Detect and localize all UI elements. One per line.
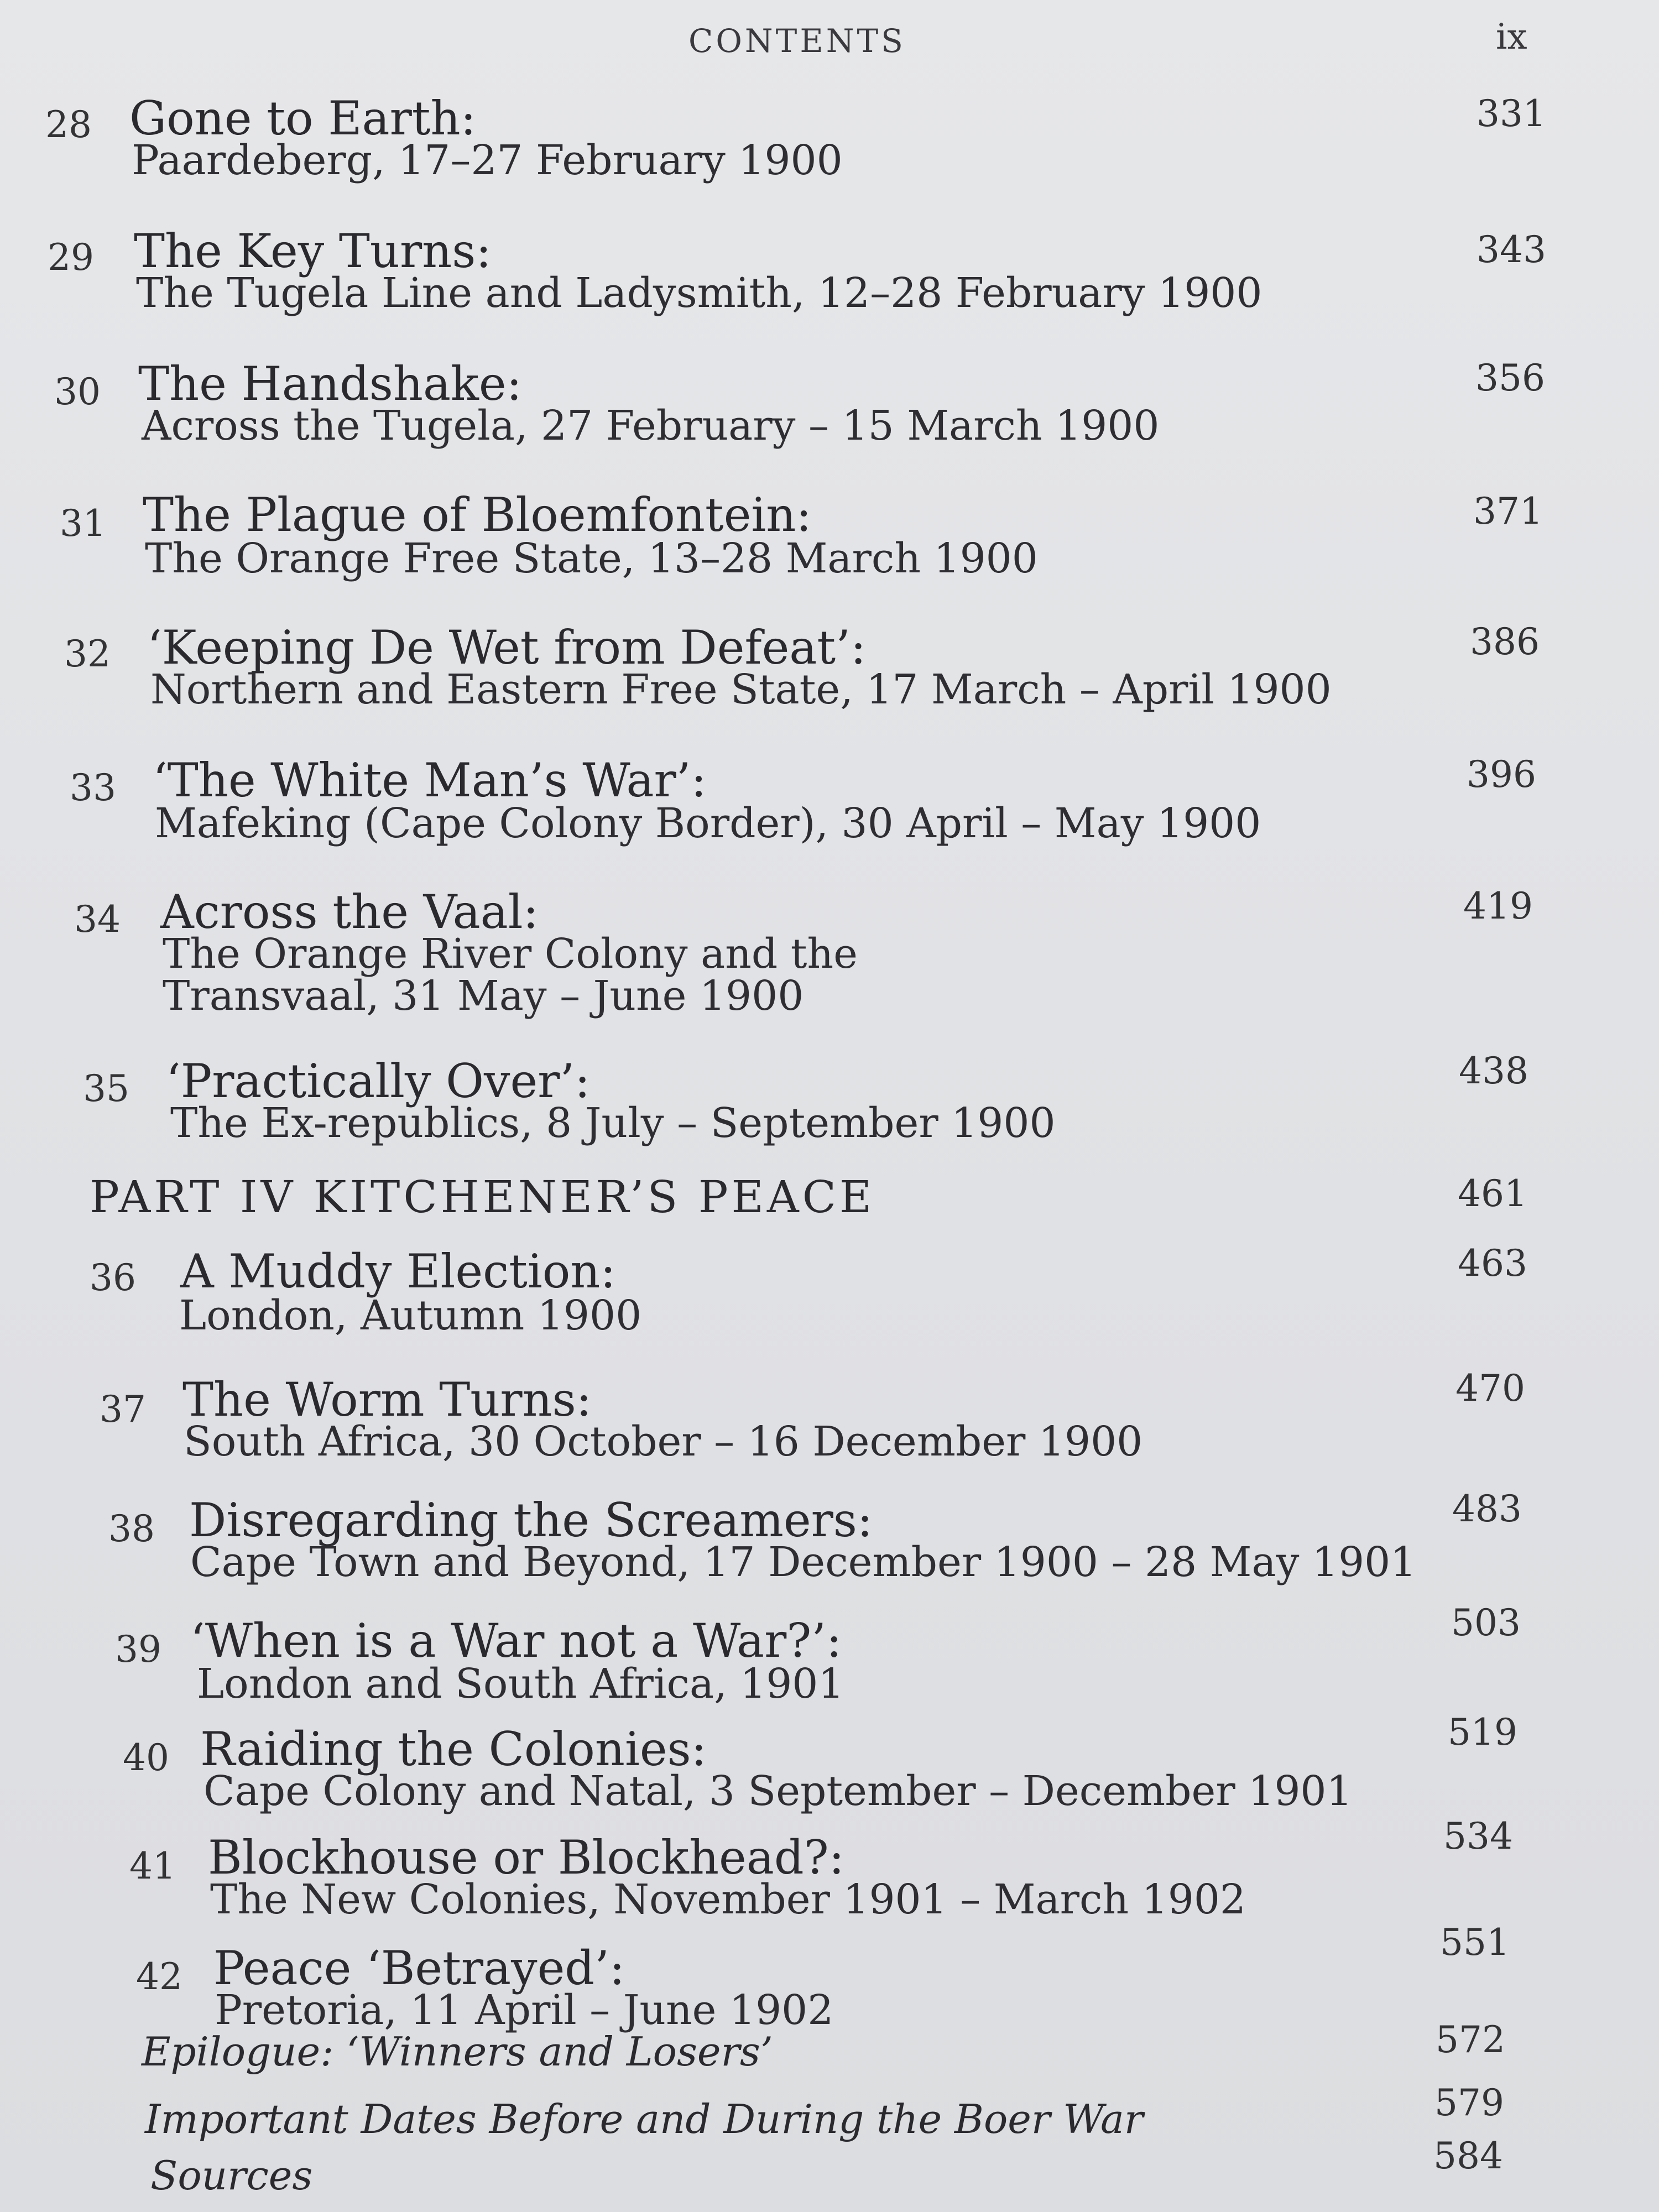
chapter-page: 483 xyxy=(1452,1488,1522,1530)
toc-epilogue: Epilogue: ‘Winners and Losers’ xyxy=(142,2028,773,2075)
chapter-title: The Handshake: xyxy=(138,357,522,411)
chapter-subtitle: Mafeking (Cape Colony Border), 30 April – May 1900 xyxy=(155,800,1261,847)
chapter-page: 463 xyxy=(1458,1242,1527,1285)
chapter-subtitle: The Ex-republics, 8 July – September 1900 xyxy=(170,1099,1056,1147)
chapter-subtitle: Northern and Eastern Free State, 17 March – April 1900 xyxy=(150,666,1332,713)
chapter-title: Raiding the Colonies: xyxy=(200,1722,707,1776)
chapter-page: 503 xyxy=(1451,1601,1521,1644)
chapter-subtitle: Cape Town and Beyond, 17 December 1900 – 28 May 1901 xyxy=(190,1538,1417,1586)
chapter-title: The Worm Turns: xyxy=(182,1373,592,1427)
chapter-number: 36 xyxy=(90,1256,136,1299)
toc-important-dates: Important Dates Before and During the Boer War xyxy=(145,2096,1144,2142)
chapter-number: 41 xyxy=(129,1845,176,1887)
chapter-number: 42 xyxy=(136,1955,182,1998)
chapter-number: 33 xyxy=(70,766,116,809)
chapter-subtitle: The Tugela Line and Ladysmith, 12–28 February 1900 xyxy=(136,269,1262,317)
chapter-number: 38 xyxy=(108,1507,155,1550)
toc-important-dates-page: 579 xyxy=(1434,2081,1504,2124)
chapter-page: 419 xyxy=(1463,885,1533,927)
chapter-title: Disregarding the Screamers: xyxy=(189,1493,873,1547)
chapter-subtitle: Pretoria, 11 April – June 1902 xyxy=(215,1986,834,2034)
chapter-number: 40 xyxy=(123,1736,169,1779)
chapter-title: Across the Vaal: xyxy=(160,885,539,939)
chapter-page: 356 xyxy=(1475,357,1545,399)
chapter-subtitle: South Africa, 30 October – 16 December 1900 xyxy=(184,1418,1143,1465)
chapter-page: 551 xyxy=(1440,1921,1510,1964)
chapter-page: 396 xyxy=(1467,753,1536,796)
chapter-title: ‘When is a War not a War?’: xyxy=(190,1614,842,1668)
chapter-subtitle: The Orange Free State, 13–28 March 1900 xyxy=(145,535,1038,582)
chapter-title: Gone to Earth: xyxy=(129,91,476,145)
chapter-subtitle: Across the Tugela, 27 February – 15 March 1900 xyxy=(142,402,1160,450)
chapter-number: 30 xyxy=(54,371,101,413)
part-page: 461 xyxy=(1458,1172,1527,1215)
chapter-subtitle-line-2: Transvaal, 31 May – June 1900 xyxy=(163,972,804,1020)
chapter-number: 29 xyxy=(48,236,94,279)
chapter-page: 534 xyxy=(1443,1815,1513,1858)
chapter-title: ‘Keeping De Wet from Defeat’: xyxy=(147,620,867,675)
chapter-title: ‘The White Man’s War’: xyxy=(153,753,707,807)
chapter-number: 28 xyxy=(45,103,92,146)
chapter-page: 343 xyxy=(1477,228,1546,271)
part-heading: PART IV KITCHENER’S PEACE xyxy=(90,1171,875,1223)
toc-sources: Sources xyxy=(150,2152,313,2199)
chapter-title: Blockhouse or Blockhead?: xyxy=(208,1830,844,1885)
chapter-title: The Key Turns: xyxy=(134,224,492,278)
chapter-number: 34 xyxy=(74,898,121,941)
chapter-page: 386 xyxy=(1470,620,1540,663)
chapter-subtitle: London and South Africa, 1901 xyxy=(197,1660,844,1708)
page-number: ix xyxy=(1496,17,1527,58)
chapter-subtitle: Cape Colony and Natal, 3 September – December 1901 xyxy=(204,1767,1353,1815)
chapter-title: The Plague of Bloemfontein: xyxy=(143,488,812,542)
chapter-page: 438 xyxy=(1459,1050,1528,1092)
toc-epilogue-page: 572 xyxy=(1436,2018,1505,2061)
chapter-number: 32 xyxy=(64,633,111,675)
chapter-number: 39 xyxy=(115,1628,161,1671)
chapter-page: 331 xyxy=(1477,92,1546,135)
chapter-subtitle: London, Autumn 1900 xyxy=(179,1292,642,1339)
chapter-subtitle: Paardeberg, 17–27 February 1900 xyxy=(132,137,843,184)
chapter-page: 371 xyxy=(1473,490,1543,533)
chapter-page: 470 xyxy=(1455,1367,1525,1410)
chapter-subtitle: The New Colonies, November 1901 – March 1902 xyxy=(210,1876,1246,1923)
chapter-number: 31 xyxy=(60,502,106,545)
chapter-title: ‘Practically Over’: xyxy=(166,1054,591,1108)
chapter-title: Peace ‘Betrayed’: xyxy=(213,1941,625,1995)
chapter-number: 35 xyxy=(83,1067,129,1110)
chapter-page: 519 xyxy=(1448,1711,1517,1754)
chapter-subtitle: The Orange River Colony and the xyxy=(163,930,858,978)
chapter-number: 37 xyxy=(100,1388,146,1431)
chapter-title: A Muddy Election: xyxy=(180,1244,616,1298)
toc-sources-page: 584 xyxy=(1433,2135,1503,2177)
running-head: CONTENTS xyxy=(688,22,906,60)
